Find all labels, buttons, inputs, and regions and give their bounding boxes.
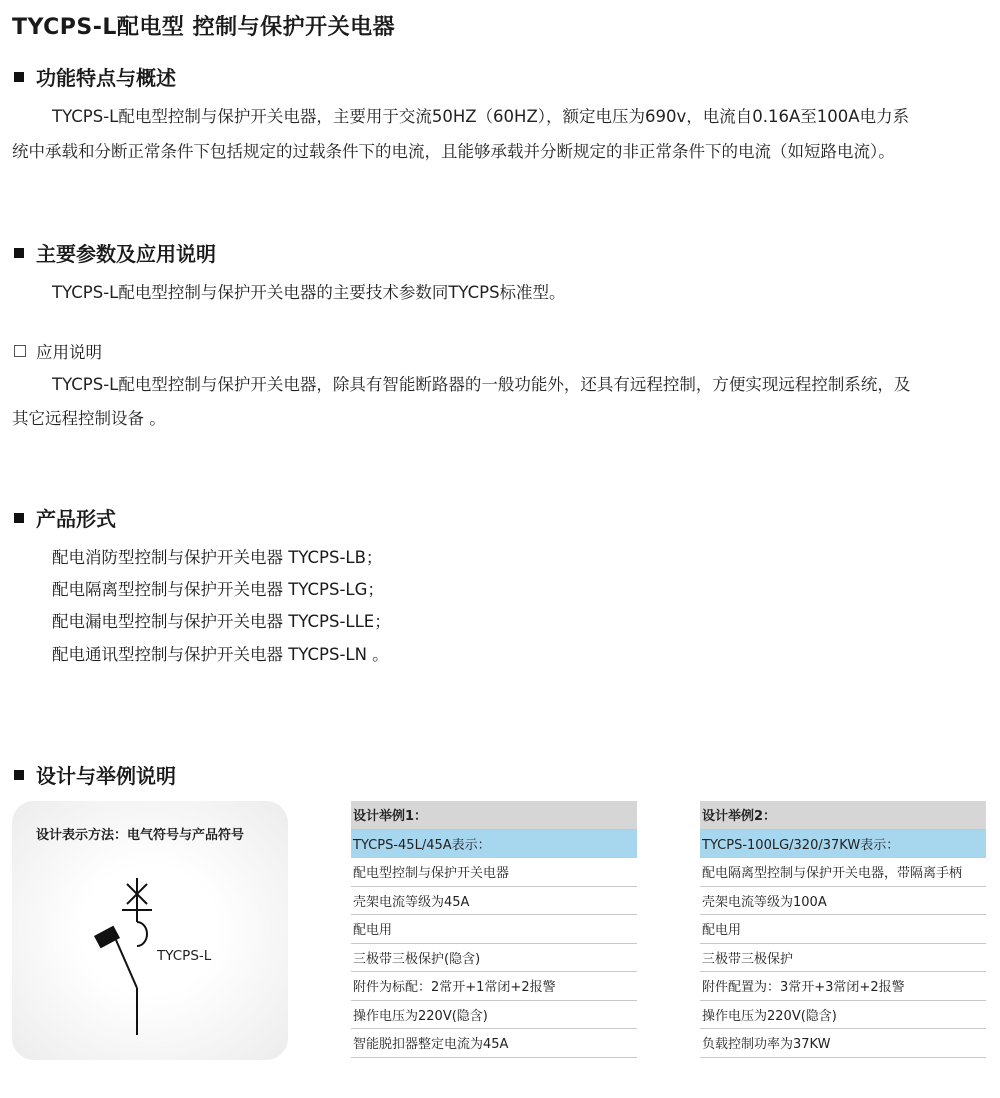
features-heading [14,62,176,91]
example-table-1 [351,801,637,1058]
design-heading [14,760,176,789]
app-label [14,339,102,363]
switch-symbol-icon [80,870,160,1040]
table-row: 附件配置为：3常开+3常闭+2报警 [700,972,986,1001]
example-1-model: TYCPS-45L/45A表示： [351,830,637,859]
table-row: 附件为标配：2常开+1常闭+2报警 [351,972,637,1001]
table-row: 配电隔离型控制与保护开关电器，带隔离手柄 [700,858,986,887]
bullet-square-icon [14,770,24,780]
params-heading [14,238,216,267]
form-item: 配电漏电型控制与保护开关电器 TYCPS-LLE； [52,612,391,631]
forms-heading-text: 产品形式 [36,507,116,531]
form-item: 配电通讯型控制与保护开关电器 TYCPS-LN 。 [52,645,389,664]
app-label-text: 应用说明 [36,343,102,362]
table-row: 配电型控制与保护开关电器 [351,858,637,887]
bullet-square-icon [14,248,24,258]
page-title: TYCPS-L配电型 控制与保护开关电器 [12,15,396,40]
table-row: 配电用 [700,915,986,944]
example-table-2 [700,801,986,1058]
params-heading-text: 主要参数及应用说明 [36,242,216,266]
symbol-card-title: 设计表示方法：电气符号与产品符号 [36,828,245,843]
params-line-1: TYCPS-L配电型控制与保护开关电器的主要技术参数同TYCPS标准型。 [52,283,566,302]
features-line-2: 统中承载和分断正常条件下包括规定的过载条件下的电流，且能够承载并分断规定的非正常条件下的电流（如短路电流）。 [12,142,895,161]
design-heading-text: 设计与举例说明 [36,764,176,788]
table-row: 三极带三极保护(隐含) [351,944,637,973]
table-row: 配电用 [351,915,637,944]
features-line-1: TYCPS-L配电型控制与保护开关电器，主要用于交流50HZ（60HZ），额定电压为690v，电流自0.16A至100A电力系 [52,107,910,126]
table-row: 三极带三极保护 [700,944,986,973]
example-1-header: 设计举例1： [351,801,637,830]
symbol-card-label: TYCPS-L [157,948,212,964]
bullet-square-icon [14,72,24,82]
form-item: 配电消防型控制与保护开关电器 TYCPS-LB； [52,548,383,567]
table-row: 操作电压为220V(隐含) [700,1001,986,1030]
table-row: 壳架电流等级为45A [351,887,637,916]
features-heading-text: 功能特点与概述 [36,66,176,90]
example-2-header: 设计举例2： [700,801,986,830]
checkbox-icon [14,345,26,357]
table-row: 操作电压为220V(隐含) [351,1001,637,1030]
table-row: 壳架电流等级为100A [700,887,986,916]
table-row: 智能脱扣器整定电流为45A [351,1029,637,1058]
app-line-1: TYCPS-L配电型控制与保护开关电器，除具有智能断路器的一般功能外，还具有远程控制，方便实现远程控制系统，及 [52,375,911,394]
bullet-square-icon [14,513,24,523]
forms-heading [14,503,116,532]
app-line-2: 其它远程控制设备 。 [12,409,166,428]
example-2-model: TYCPS-100LG/320/37KW表示： [700,830,986,859]
form-item: 配电隔离型控制与保护开关电器 TYCPS-LG； [52,580,384,599]
table-row: 负载控制功率为37KW [700,1029,986,1058]
